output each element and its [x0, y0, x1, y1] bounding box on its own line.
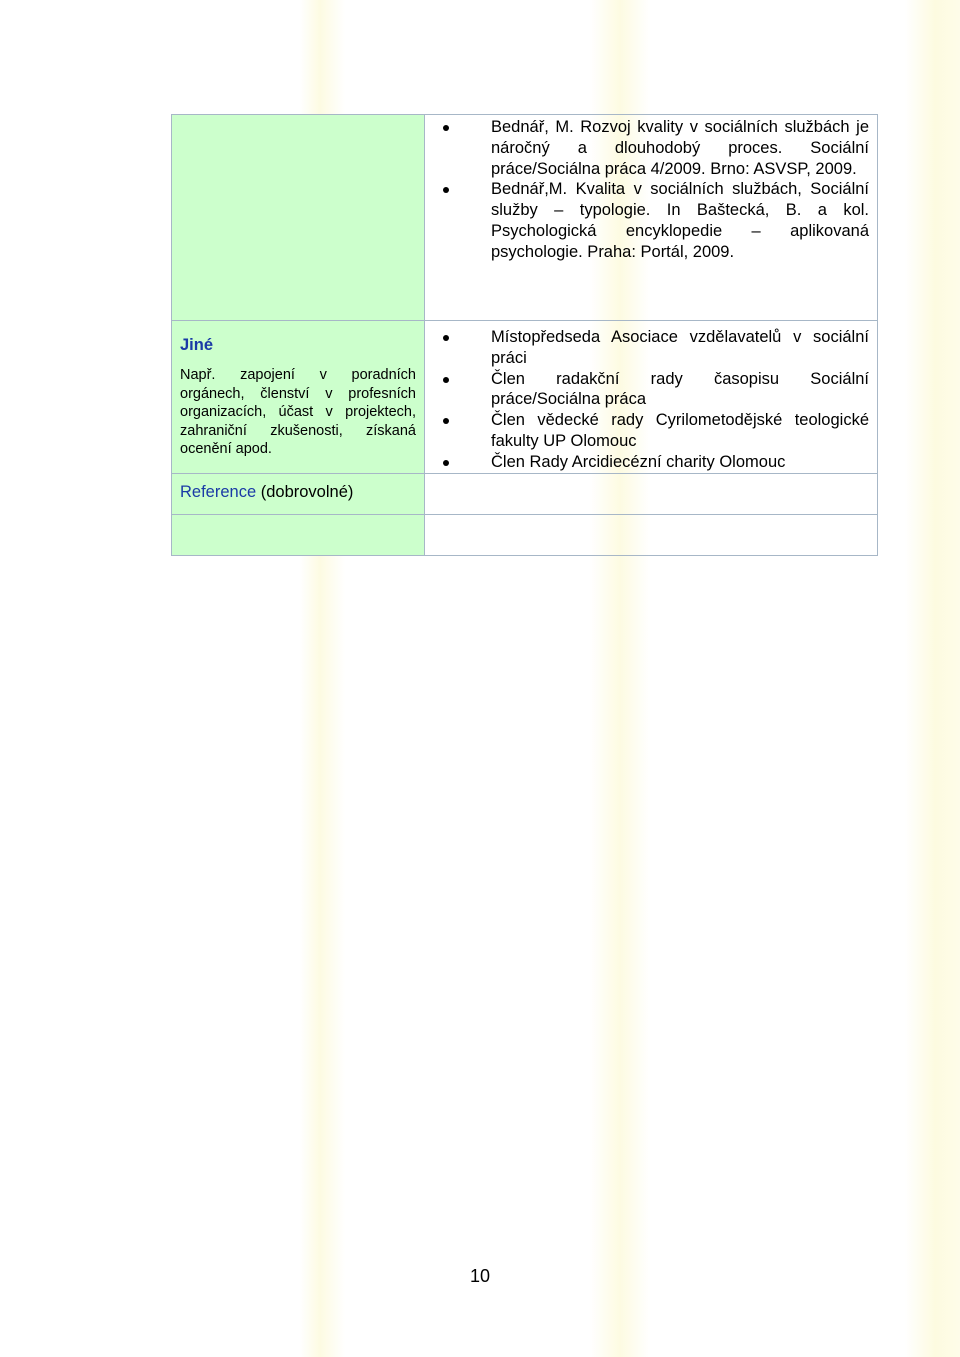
list-item: Bednář, M. Rozvoj kvality v sociálních službách je náročný a dlouhodobý proces. Sociální práce/Sociálna práca 4/2009. Brno: ASVSP, 2009.	[443, 117, 869, 179]
empty-content-cell	[425, 514, 878, 555]
reference-label	[172, 474, 424, 502]
other-row	[172, 321, 878, 474]
publications-content-cell	[425, 115, 878, 321]
list-item: Člen vědecké rady Cyrilometodějské teologické fakulty UP Olomouc	[443, 410, 869, 452]
other-heading: Jiné	[180, 336, 214, 354]
reference-content-cell	[425, 473, 878, 514]
list-item: Člen Rady Arcidiecézní charity Olomouc	[443, 452, 869, 473]
list-item: Bednář,M. Kvalita v sociálních službách, Sociální služby – typologie. In Baštecká, B. a kol. Psychologická encyklopedie – aplikovaná psychologie. Praha: Portál, 2009.	[443, 179, 869, 262]
other-label-cell	[172, 321, 425, 474]
reference-label-strong: Reference	[180, 482, 257, 501]
list-item: Místopředseda Asociace vzdělavatelů v sociální práci	[443, 327, 869, 369]
other-list	[425, 321, 877, 473]
publications-list	[425, 115, 877, 263]
publications-label-cell	[172, 115, 425, 321]
other-content-cell	[425, 321, 878, 474]
empty-label-cell	[172, 514, 425, 555]
page-number: 10	[469, 1266, 491, 1286]
cv-table	[171, 114, 878, 556]
list-item: Člen radakční rady časopisu Sociální práce/Sociálna práca	[443, 369, 869, 411]
empty-row	[172, 514, 878, 555]
reference-row	[172, 473, 878, 514]
publications-row	[172, 115, 878, 321]
reference-label-note: (dobrovolné)	[256, 482, 354, 501]
reference-label-cell	[172, 473, 425, 514]
other-description: Např. zapojení v poradních orgánech, členství v profesních organizacích, účast v projektech, zahraniční zkušenosti, získaná ocenění apod.	[180, 367, 416, 457]
